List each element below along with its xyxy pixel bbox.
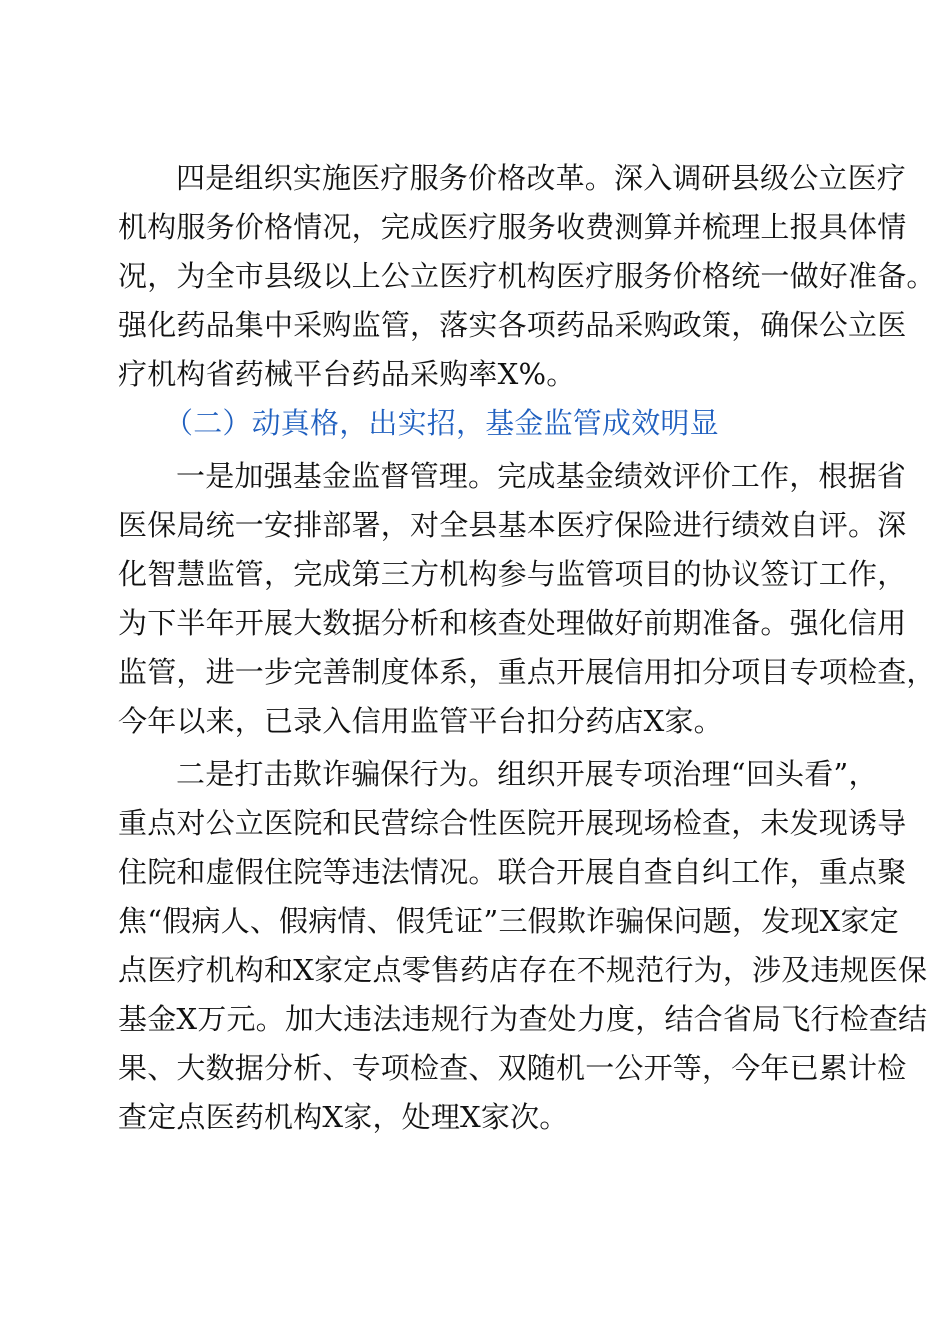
paragraph-2-line-6: 今年以来，已录入信用监管平台扣分药店X家。 bbox=[118, 704, 723, 738]
paragraph-3-line-2: 重点对公立医院和民营综合性医院开展现场检查，未发现诱导 bbox=[118, 806, 907, 840]
paragraph-3-line-7: 果、大数据分析、专项检查、双随机一公开等，今年已累计检 bbox=[118, 1051, 907, 1085]
paragraph-3-line-8: 查定点医药机构X家，处理X家次。 bbox=[118, 1100, 569, 1134]
paragraph-3-line-4: 焦“假病人、假病情、假凭证”三假欺诈骗保问题，发现X家定 bbox=[118, 904, 899, 938]
paragraph-3-line-3: 住院和虚假住院等违法情况。联合开展自查自纠工作，重点聚 bbox=[118, 855, 907, 889]
paragraph-1-line-5: 疗机构省药械平台药品采购率X%。 bbox=[118, 357, 576, 391]
section-heading: （二）动真格，出实招，基金监管成效明显 bbox=[164, 406, 719, 440]
paragraph-2-line-3: 化智慧监管，完成第三方机构参与监管项目的协议签订工作， bbox=[118, 557, 907, 591]
paragraph-1-line-1: 四是组织实施医疗服务价格改革。深入调研县级公立医疗 bbox=[176, 161, 907, 195]
paragraph-1-line-3: 况，为全市县级以上公立医疗机构医疗服务价格统一做好准备。 bbox=[118, 259, 936, 293]
paragraph-1-line-2: 机构服务价格情况，完成医疗服务收费测算并梳理上报具体情 bbox=[118, 210, 907, 244]
paragraph-2-line-5: 监管，进一步完善制度体系，重点开展信用扣分项目专项检查， bbox=[118, 655, 936, 689]
paragraph-1-line-4: 强化药品集中采购监管，落实各项药品采购政策，确保公立医 bbox=[118, 308, 907, 342]
paragraph-3-line-6: 基金X万元。加大违法违规行为查处力度，结合省局飞行检查结 bbox=[118, 1002, 928, 1036]
paragraph-2-line-4: 为下半年开展大数据分析和核查处理做好前期准备。强化信用 bbox=[118, 606, 907, 640]
paragraph-2-line-2: 医保局统一安排部署，对全县基本医疗保险进行绩效自评。深 bbox=[118, 508, 907, 542]
paragraph-3-line-1: 二是打击欺诈骗保行为。组织开展专项治理“回头看”， bbox=[176, 757, 878, 791]
paragraph-2-line-1: 一是加强基金监督管理。完成基金绩效评价工作，根据省 bbox=[176, 459, 907, 493]
paragraph-3-line-5: 点医疗机构和X家定点零售药店存在不规范行为，涉及违规医保 bbox=[118, 953, 928, 987]
